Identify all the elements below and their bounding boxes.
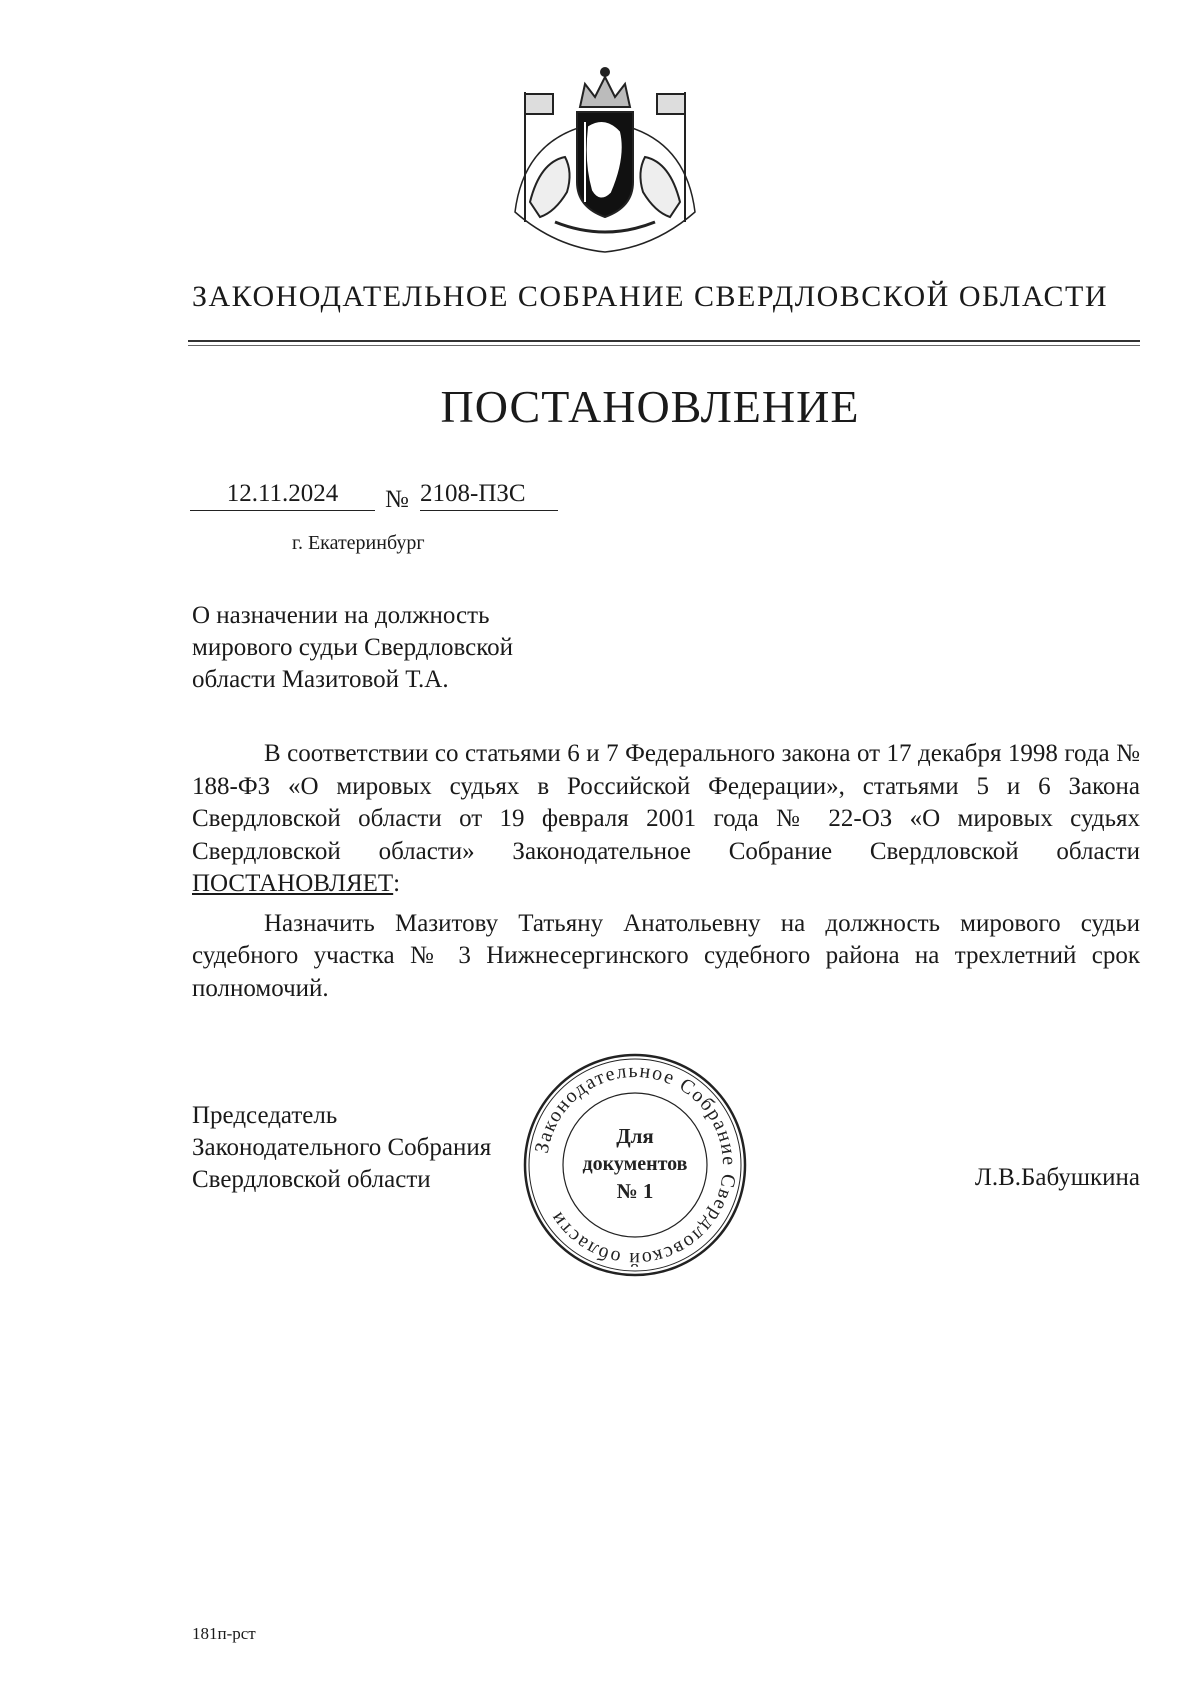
number-sign: №: [385, 486, 409, 513]
seal-center-line: № 1: [616, 1179, 654, 1203]
seal-center-line: документов: [582, 1153, 688, 1175]
basis-text: В соответствии со статьями 6 и 7 Федерального закона от 17 декабря 1998 года № 188-ФЗ «О мировых судьях в Российской Федерации», статьями 5 и 6 Закона Свердловской области от 19 февраля 2001 года № 22-ОЗ «О мировых судьях Свердловской области» Законодательное Собрание Свердловской области: [192, 740, 1140, 865]
body-paragraph-basis: [192, 738, 1140, 901]
signatory-position: [192, 1100, 491, 1196]
position-line: Свердловской области: [192, 1166, 431, 1193]
subject-line: мирового судьи Свердловской: [192, 634, 513, 661]
position-line: Председатель: [192, 1102, 338, 1129]
subject-line: области Мазитовой Т.А.: [192, 666, 449, 693]
position-line: Законодательного Собрания: [192, 1134, 492, 1161]
header-rule-thin: [188, 345, 1140, 346]
header-rule-thick: [188, 340, 1140, 342]
official-seal-stamp: [520, 1050, 750, 1280]
document-city: г. Екатеринбург: [292, 532, 425, 554]
coat-of-arms-emblem: [485, 62, 725, 262]
footer-code: 181п-рст: [192, 1624, 256, 1643]
signatory-name: Л.В.Бабушкина: [974, 1164, 1140, 1191]
document-date: 12.11.2024: [190, 480, 375, 511]
document-subject: [192, 600, 513, 696]
document-type-title: ПОСТАНОВЛЕНИЕ: [440, 381, 860, 432]
seal-center-line: Для: [616, 1124, 654, 1148]
seal-ring-text: Законодательное Собрание Свердловской области: [530, 1059, 741, 1271]
document-body: [192, 738, 1140, 1005]
resolves-keyword: ПОСТАНОВЛЯЕТ: [192, 870, 394, 897]
organization-name: ЗАКОНОДАТЕЛЬНОЕ СОБРАНИЕ СВЕРДЛОВСКОЙ ОБЛАСТИ: [191, 280, 1109, 313]
body-paragraph-decision: Назначить Мазитову Татьяну Анатольевну на должность мирового судьи судебного участка № 3 Нижнесергинского судебного района на трехлетний срок полномочий.: [192, 909, 1140, 1002]
document-number: 2108-ПЗС: [420, 480, 558, 511]
basis-end: :: [393, 870, 401, 897]
subject-line: О назначении на должность: [192, 602, 490, 629]
